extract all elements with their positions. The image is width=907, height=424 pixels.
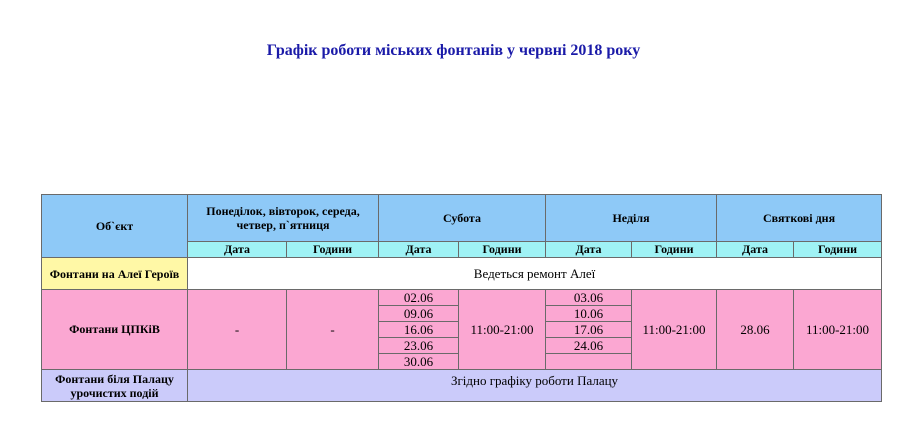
row-alley-note: Ведеться ремонт Алеї — [188, 258, 882, 290]
table-row — [42, 290, 882, 370]
subheader-weekdays-date: Дата — [188, 242, 287, 258]
sunday-date: 24.06 — [546, 338, 631, 354]
sunday-date: 03.06 — [546, 290, 631, 306]
row-ctskiv-weekday-hours: - — [287, 290, 379, 370]
sunday-date: 10.06 — [546, 306, 631, 322]
saturday-date: 23.06 — [379, 338, 458, 354]
saturday-date: 02.06 — [379, 290, 458, 306]
row-ctskiv-saturday-hours: 11:00-21:00 — [459, 290, 546, 370]
subheader-holidays-date: Дата — [717, 242, 794, 258]
subheader-saturday-date: Дата — [379, 242, 459, 258]
fountain-schedule-table — [41, 194, 882, 402]
sunday-date — [546, 354, 631, 370]
row-ctskiv-name: Фонтани ЦПКіВ — [42, 290, 188, 370]
row-ctskiv-sunday-hours: 11:00-21:00 — [632, 290, 717, 370]
header-weekdays: Понеділок, вівторок, середа, четвер, п`ятниця — [188, 195, 379, 242]
row-ctskiv-holiday-date: 28.06 — [717, 290, 794, 370]
row-palace-name: Фонтани біля Палацу урочистих подій — [42, 370, 188, 402]
subheader-sunday-date: Дата — [546, 242, 632, 258]
page-title: Графік роботи міських фонтанів у червні 2018 року — [266, 42, 641, 59]
header-holidays: Святкові дня — [717, 195, 882, 242]
row-ctskiv-holiday-hours: 11:00-21:00 — [794, 290, 882, 370]
row-ctskiv-saturday-dates — [379, 290, 459, 370]
subheader-saturday-hours: Години — [459, 242, 546, 258]
sunday-date: 17.06 — [546, 322, 631, 338]
saturday-date: 16.06 — [379, 322, 458, 338]
row-ctskiv-sunday-dates — [546, 290, 632, 370]
saturday-date: 09.06 — [379, 306, 458, 322]
subheader-weekdays-hours: Години — [287, 242, 379, 258]
header-saturday: Субота — [379, 195, 546, 242]
saturday-date: 30.06 — [379, 354, 458, 370]
subheader-holidays-hours: Години — [794, 242, 882, 258]
table-row — [42, 258, 882, 290]
row-palace-note: Згідно графіку роботи Палацу — [188, 370, 882, 402]
row-ctskiv-weekday-date: - — [188, 290, 287, 370]
header-object: Об`єкт — [42, 195, 188, 258]
header-sunday: Неділя — [546, 195, 717, 242]
table-row — [42, 370, 882, 402]
row-alley-name: Фонтани на Алеї Героїв — [42, 258, 188, 290]
subheader-sunday-hours: Години — [632, 242, 717, 258]
